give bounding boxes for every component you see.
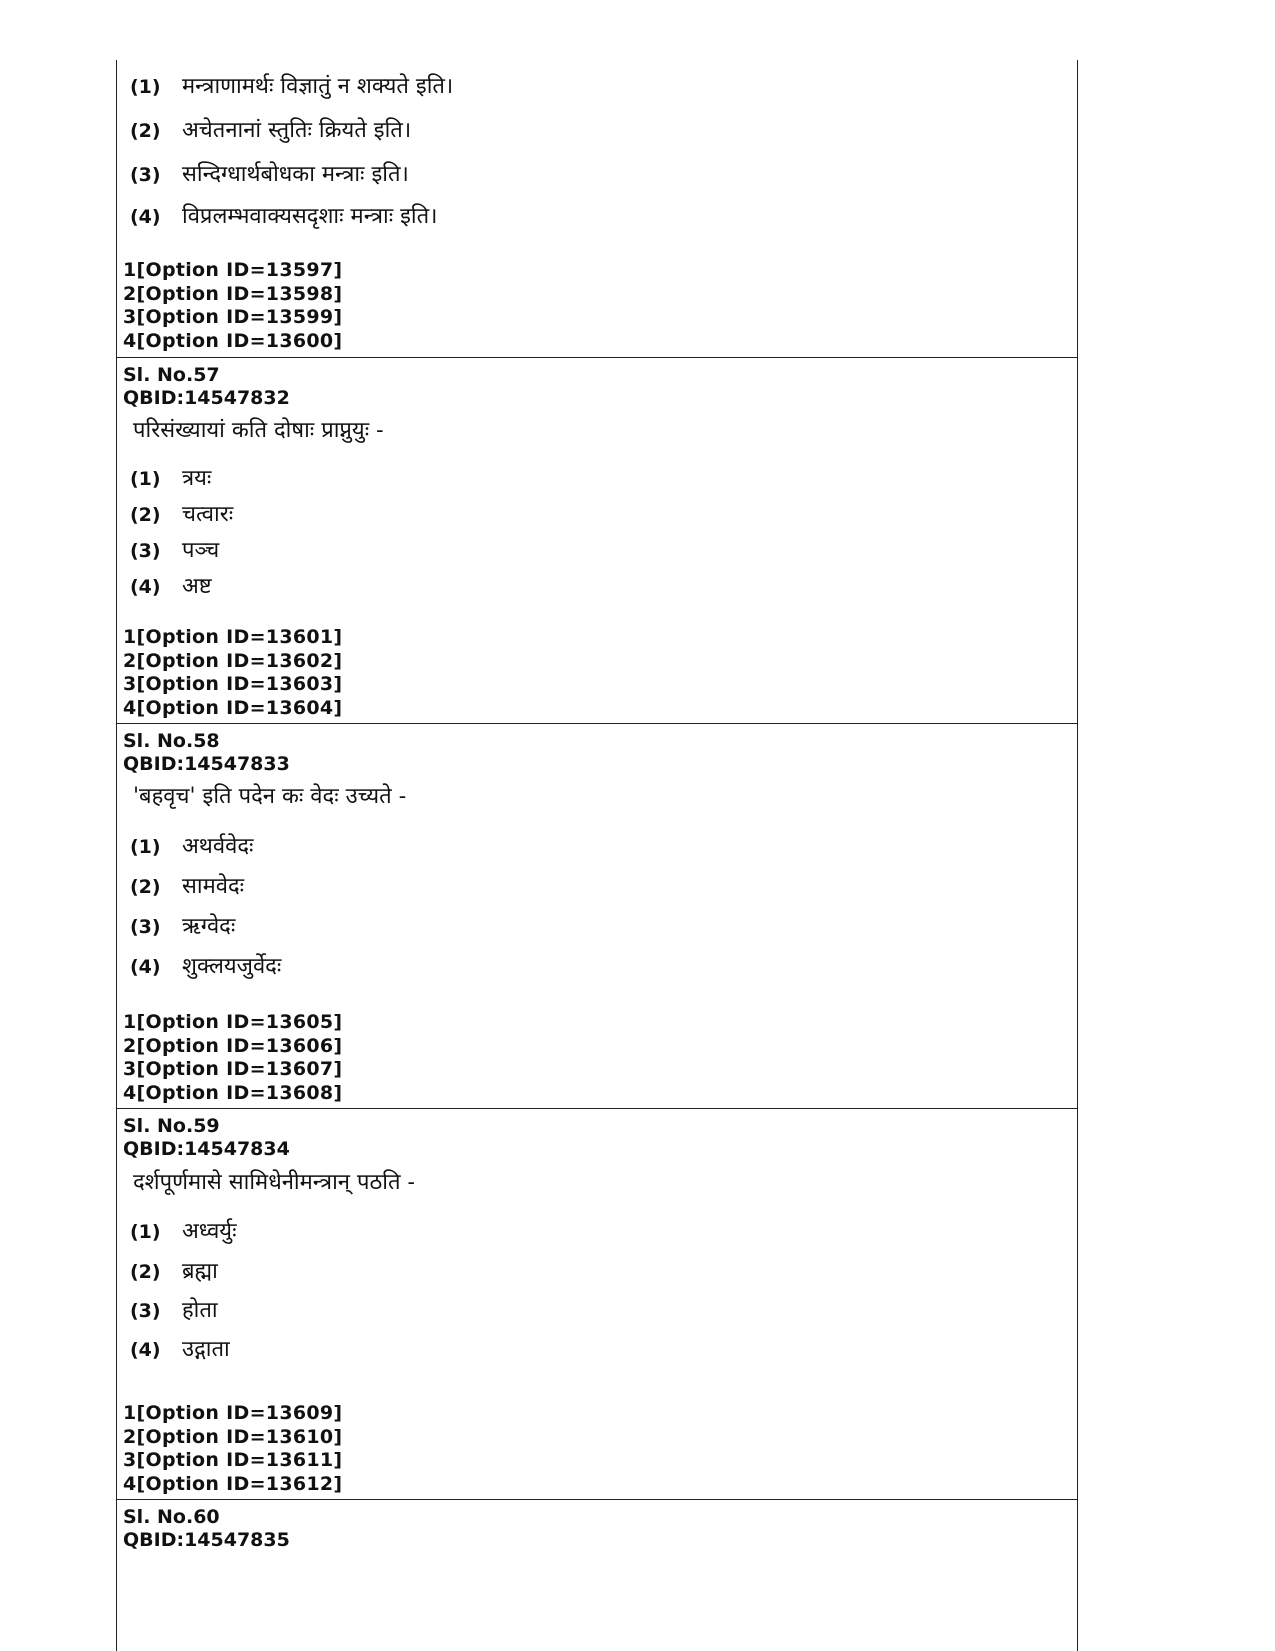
option-id-list [123,1402,342,1496]
option-text: अचेतनानां स्तुतिः क्रियते इति। [182,118,412,143]
option-4 [130,950,281,980]
option-id: 2[Option ID=13602] [123,649,343,672]
qbid: QBID:14547833 [123,753,290,775]
option-id: 4[Option ID=13608] [123,1081,343,1104]
option-2 [130,498,233,528]
option-2 [130,114,411,144]
question-text: दर्शपूर्णमासे सामिधेनीमन्त्रान् पठति - [133,1170,415,1195]
option-text: ब्रह्मा [182,1259,218,1284]
option-1 [130,1215,237,1245]
row-divider [116,1499,1078,1500]
option-text: मन्त्राणामर्थः विज्ञातुं न शक्यते इति। [182,74,454,99]
option-3 [130,910,235,940]
question-header [123,1506,290,1552]
option-number: (3) [130,1300,161,1322]
option-text: अथर्ववेदः [182,834,254,859]
option-id: 3[Option ID=13599] [123,306,343,328]
qbid: QBID:14547835 [123,1529,290,1551]
serial-number: Sl. No.58 [123,730,220,752]
row-divider [116,723,1078,724]
question-text: परिसंख्यायां कति दोषाः प्राप्नुयुः - [133,418,384,443]
option-text: शुक्लयजुर्वेदः [182,954,282,979]
option-id: 3[Option ID=13607] [123,1058,343,1080]
option-number: (4) [130,1339,161,1361]
option-id: 1[Option ID=13597] [123,259,343,281]
option-id: 2[Option ID=13610] [123,1425,343,1448]
option-text: पञ्च [182,538,220,563]
option-1 [130,830,253,860]
question-header [123,1115,290,1161]
option-id: 2[Option ID=13606] [123,1034,343,1057]
option-id: 3[Option ID=13603] [123,673,343,695]
option-1 [130,70,453,100]
option-id: 2[Option ID=13598] [123,282,343,305]
option-id-list [123,626,342,720]
option-3 [130,534,219,564]
option-id: 4[Option ID=13604] [123,696,343,719]
option-text: ऋग्वेदः [182,914,236,939]
option-number: (4) [130,576,161,598]
option-text: अध्वर्युः [182,1219,237,1244]
option-id: 4[Option ID=13612] [123,1472,343,1495]
serial-number: Sl. No.57 [123,364,220,386]
option-3 [130,158,409,188]
option-text: सामवेदः [182,874,245,899]
qbid: QBID:14547832 [123,387,290,409]
option-number: (1) [130,836,161,858]
serial-number: Sl. No.59 [123,1115,220,1137]
option-number: (3) [130,540,161,562]
option-text: होता [182,1298,218,1323]
row-divider [116,357,1078,358]
option-2 [130,1255,218,1285]
option-text: सन्दिग्धार्थबोधका मन्त्राः इति। [182,162,409,187]
option-4 [130,570,212,600]
option-text: चत्वारः [182,502,234,527]
serial-number: Sl. No.60 [123,1506,220,1528]
question-header [123,730,290,776]
option-number: (3) [130,164,161,186]
option-number: (2) [130,504,161,526]
option-4 [130,1333,230,1363]
option-number: (2) [130,120,161,142]
row-divider [116,1108,1078,1109]
option-1 [130,462,211,492]
option-3 [130,1294,218,1324]
option-text: उद्गाता [182,1337,230,1362]
option-number: (2) [130,1261,161,1283]
option-number: (1) [130,1221,161,1243]
option-number: (1) [130,76,161,98]
option-number: (1) [130,468,161,490]
option-4 [130,200,438,230]
option-id: 4[Option ID=13600] [123,329,343,352]
option-id-list [123,259,342,353]
option-number: (2) [130,876,161,898]
option-id: 1[Option ID=13609] [123,1402,343,1424]
option-2 [130,870,244,900]
question-header [123,364,290,410]
option-id: 1[Option ID=13605] [123,1011,343,1033]
option-text: अष्ट [182,574,212,599]
question-text: 'बहवृच' इति पदेन कः वेदः उच्यते - [133,784,407,809]
option-id: 3[Option ID=13611] [123,1449,343,1471]
option-id: 1[Option ID=13601] [123,626,343,648]
option-number: (4) [130,206,161,228]
option-number: (4) [130,956,161,978]
option-text: विप्रलम्भवाक्यसदृशाः मन्त्राः इति। [182,204,438,229]
option-id-list [123,1011,342,1105]
qbid: QBID:14547834 [123,1138,290,1160]
option-number: (3) [130,916,161,938]
option-text: त्रयः [182,466,212,491]
